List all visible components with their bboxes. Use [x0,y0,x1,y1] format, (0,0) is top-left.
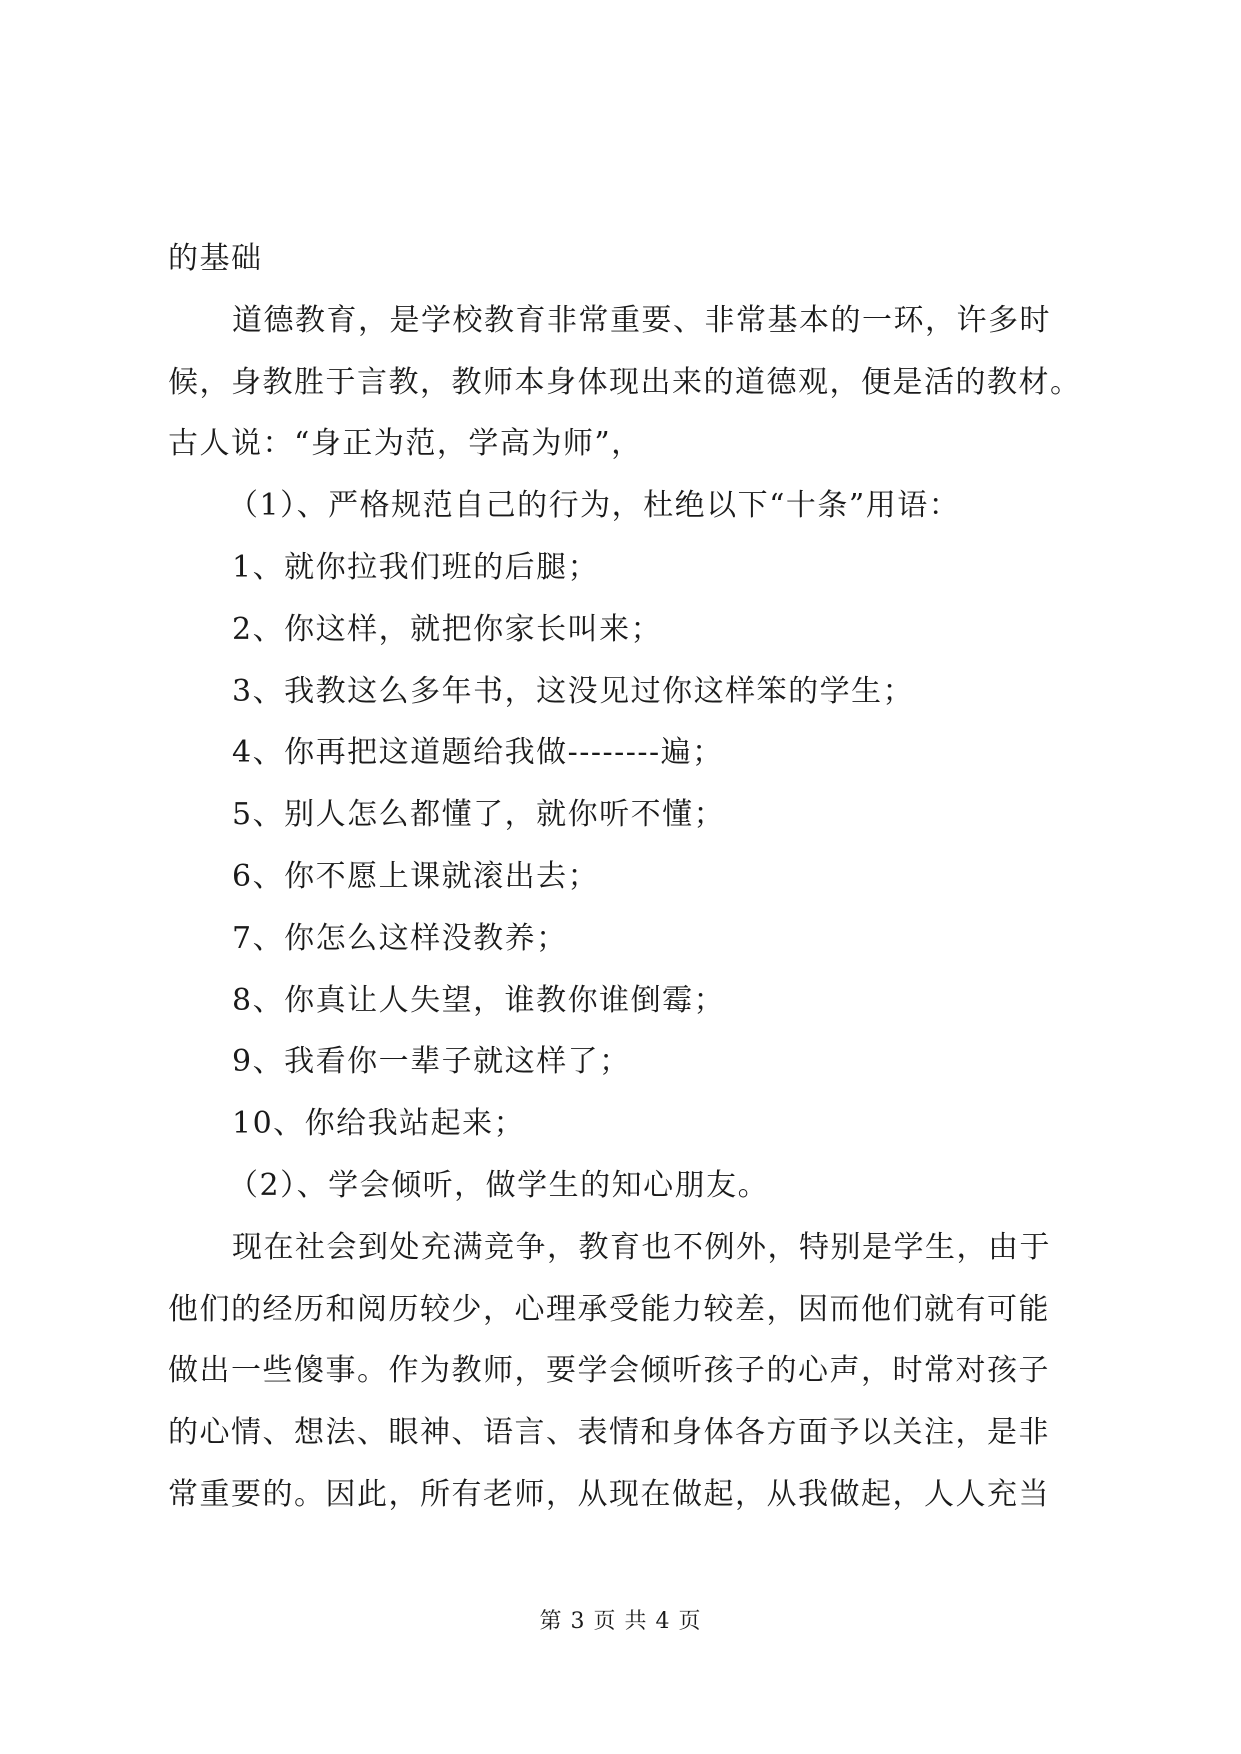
list-item: 9、我看你一辈子就这样了； [232,1044,631,1080]
text-line: 古人说：“身正为范，学高为师”， [168,426,643,462]
text-line: 常重要的。因此，所有老师，从现在做起，从我做起，人人充当 [168,1476,1050,1512]
list-item: 6、你不愿上课就滚出去； [232,858,600,894]
list-item: 10、你给我站起来； [232,1106,526,1142]
list-item: 1、就你拉我们班的后腿； [232,549,600,585]
page-number-footer: 第 3 页 共 4 页 [539,1609,702,1634]
list-item: 3、我教这么多年书，这没见过你这样笨的学生； [232,673,915,709]
list-item: 2、你这样，就把你家长叫来； [232,611,663,647]
text-line: 候，身教胜于言教，教师本身体现出来的道德观，便是活的教材。 [168,364,1082,400]
list-item: 7、你怎么这样没教养； [232,920,568,956]
paragraph-moral-education: 道德教育，是学校教育非常重要、非常基本的一环，许多时 [232,302,1051,338]
document-body [168,228,1088,1526]
list-item: 4、你再把这道题给我做--------遍； [232,735,724,771]
text-line: 的基础 [168,241,263,276]
section-heading-1: （1）、严格规范自己的行为，杜绝以下“十条”用语： [228,488,961,524]
text-line: 他们的经历和阅历较少，心理承受能力较差，因而他们就有可能 [168,1291,1050,1327]
text-line: 的心情、想法、眼神、语言、表情和身体各方面予以关注，是非 [168,1415,1050,1451]
list-item: 8、你真让人失望，谁教你谁倒霉； [232,982,726,1018]
list-item: 5、别人怎么都懂了，就你听不懂； [232,797,726,833]
text-line: 做出一些傻事。作为教师，要学会倾听孩子的心声，时常对孩子 [168,1353,1050,1389]
paragraph-listening: 现在社会到处充满竞争，教育也不例外，特别是学生，由于 [232,1229,1051,1265]
section-heading-2: （2）、学会倾听，做学生的知心朋友。 [228,1167,770,1203]
